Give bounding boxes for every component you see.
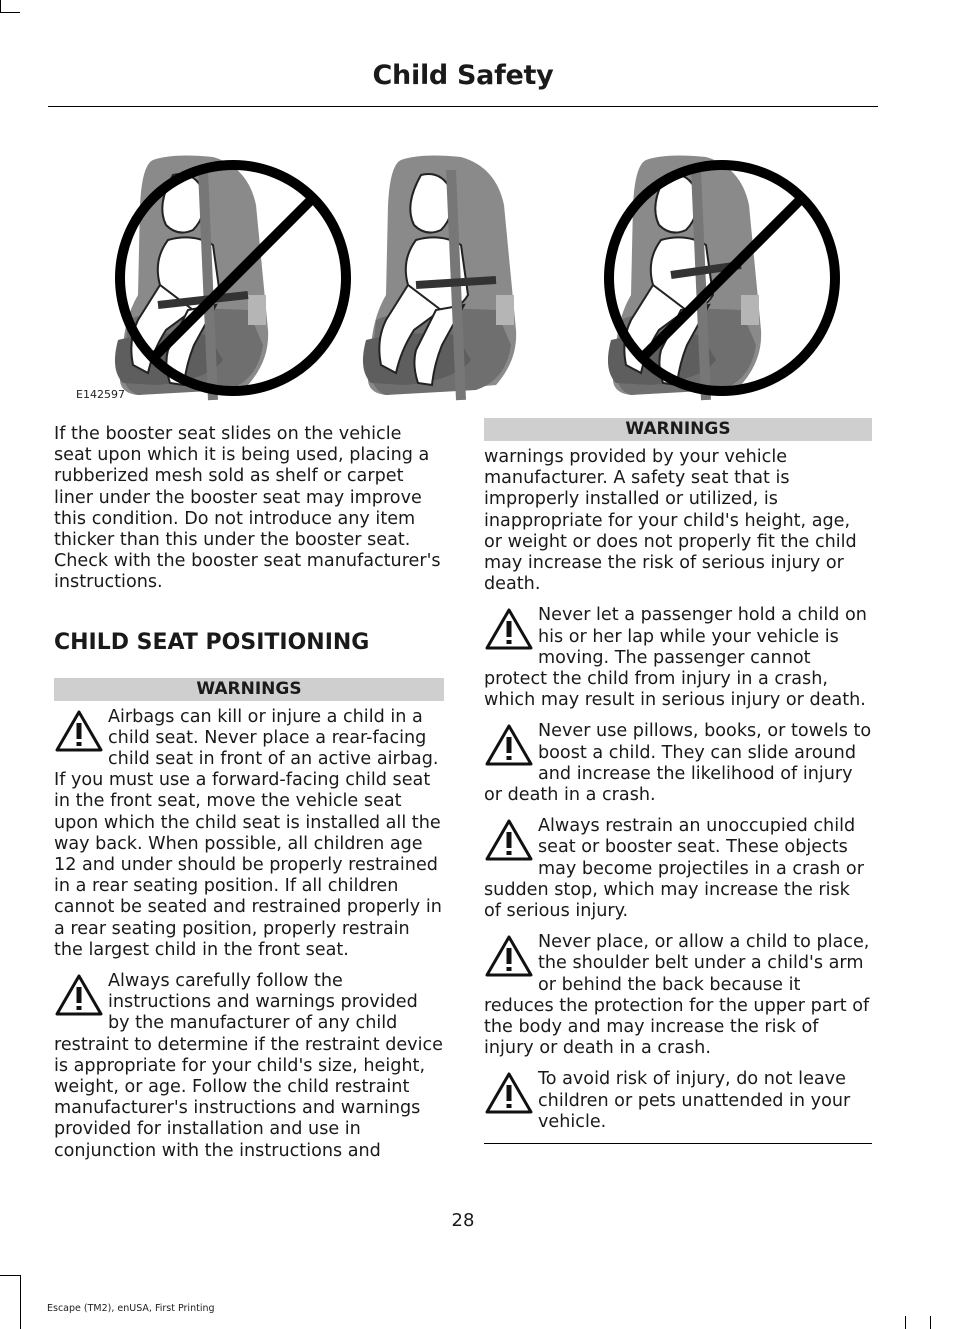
crop-mark	[0, 12, 20, 13]
warning-triangle-icon	[484, 1071, 534, 1115]
booster-seat-illustration	[68, 145, 848, 405]
warning-text: Never place, or allow a child to place, the shoulder belt under a child's arm or behind the back because it reduces the protection for the upper part of the body and may increase the risk of injury or death in a crash.	[484, 932, 870, 1059]
warning-item	[54, 707, 444, 961]
warning-triangle-icon	[484, 723, 534, 767]
crop-mark	[0, 1275, 20, 1276]
warnings-end-divider	[484, 1143, 872, 1144]
warning-continuation: warnings provided by your vehicle manufacturer. A safety seat that is improperly installed or utilized, is inappropriate for your child's height, age, or weight or does not properly fit the child may increase the risk of serious injury or death.	[484, 447, 857, 595]
crop-mark	[20, 1316, 21, 1329]
warning-text: Always carefully follow the instructions and warnings provided by the manufacturer of any child restraint to determine if the restraint device is appropriate for your child's size, height, weight, or age. Follow the child restraint manufacturer's instructions and warnings provided for installation and use in conjunction with the instructions and	[54, 971, 443, 1161]
warning-item	[484, 816, 872, 922]
right-column	[484, 418, 872, 1144]
left-column	[54, 424, 444, 1172]
title-divider	[48, 106, 878, 107]
warning-text: Never let a passenger hold a child on his or her lap while your vehicle is moving. The passenger cannot protect the child from injury in a crash, which may result in serious injury or death.	[484, 605, 867, 711]
crop-mark	[930, 1316, 931, 1329]
warning-item	[484, 1069, 872, 1133]
page-number: 28	[451, 1210, 475, 1231]
intro-paragraph: If the booster seat slides on the vehicle seat upon which it is being used, placing a rubberized mesh sold as shelf or carpet liner under the booster seat may improve this condition. Do not introduce any item thicker than this under the booster seat. Check with the booster seat manufacturer's instructions.	[54, 424, 441, 593]
crop-mark	[905, 1316, 906, 1329]
page-title: Child Safety	[372, 60, 554, 91]
warning-text: Always restrain an unoccupied child seat or booster seat. These objects may become projectiles in a crash or sudden stop, which may increase the risk of serious injury.	[484, 816, 864, 922]
warning-item	[484, 605, 872, 711]
edition-footer: Escape (TM2), enUSA, First Printing	[47, 1303, 215, 1314]
warning-text: To avoid risk of injury, do not leave children or pets unattended in your vehicle.	[538, 1069, 851, 1132]
warnings-header: WARNINGS	[484, 418, 872, 441]
panel-correct	[363, 156, 516, 400]
panel-incorrect-1	[115, 156, 268, 400]
warning-triangle-icon	[484, 934, 534, 978]
warning-item	[484, 932, 872, 1059]
panel-incorrect-2	[608, 156, 761, 400]
warning-item	[54, 971, 444, 1162]
section-heading: CHILD SEAT POSITIONING	[54, 629, 370, 655]
warning-triangle-icon	[484, 607, 534, 651]
figure-id: E142597	[76, 388, 125, 401]
warning-item	[484, 721, 872, 806]
warning-triangle-icon	[54, 709, 104, 753]
warnings-header: WARNINGS	[54, 678, 444, 701]
crop-mark	[0, 0, 1, 12]
warning-text: Never use pillows, books, or towels to boost a child. They can slide around and increase the likelihood of injury or death in a crash.	[484, 721, 872, 806]
warning-triangle-icon	[54, 973, 104, 1017]
warning-text: Airbags can kill or injure a child in a child seat. Never place a rear-facing child seat in front of an active airbag. If you must use a forward-facing child seat in the front seat, move the vehicle seat upon which the child seat is installed all the way back. When possible, all children age 12 and under should be properly restrained in a rear seating position. If all children cannot be seated and restrained properly in a rear seating position, properly restrain the largest child in the front seat.	[54, 706, 442, 960]
warning-triangle-icon	[484, 818, 534, 862]
